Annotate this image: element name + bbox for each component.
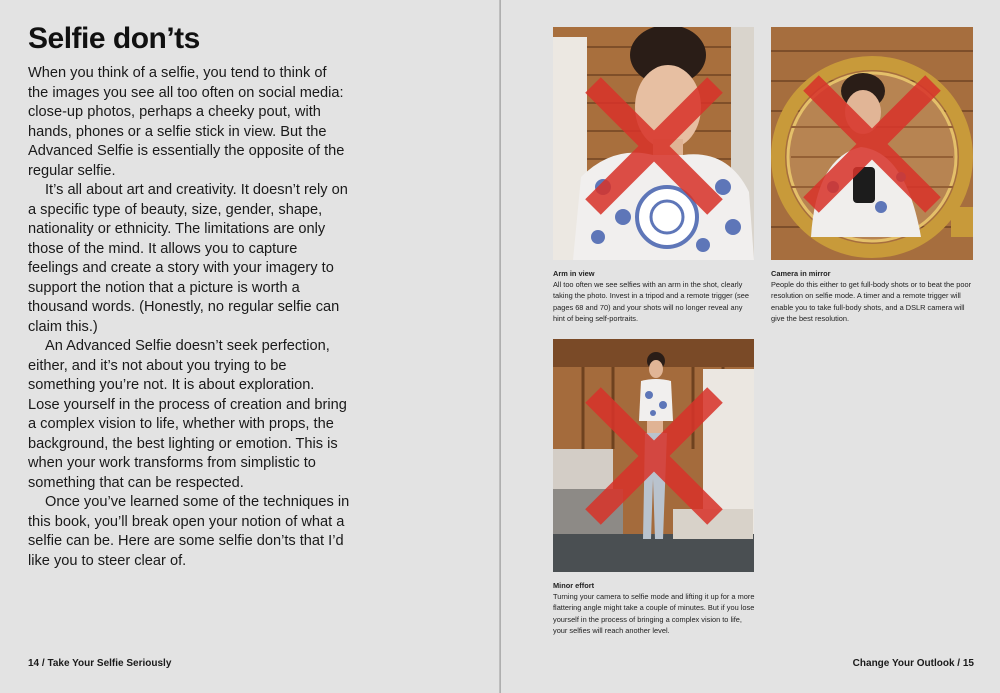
paragraph-4: Once you’ve learned some of the techniques in this book, you’ll break open your notion of what a selfie can be. Here are some selfie don’ts that I’d like you to steer clear of.	[28, 494, 350, 569]
body-text	[28, 64, 350, 571]
paragraph-3: An Advanced Selfie doesn’t seek perfection, either, and it’s not about you trying to be something you’re not. It is about exploration. Lose yourself in the process of creation and bring a complex vision to life, whether with props, the background, the best lighting or emotion. This is when your work transforms from simplistic to something that can be respected.	[28, 338, 347, 491]
paragraph-2: It’s all about art and creativity. It doesn’t rely on a specific type of beauty, size, gender, shape, nationality or ethnicity. The limitations are only those of the mind. It allows you to capture feelings and create a story with your imagery to support the notion that a picture is worth a thousand words. (Honestly, no regular selfie can claim this.)	[28, 182, 348, 335]
caption-text: Turning your camera to selfie mode and lifting it up for a more flattering angle might take a couple of minutes. But if you lose yourself in the process of bringing a complex vision to life, your selfies will reach another level.	[553, 592, 755, 635]
caption-minor-effort	[553, 580, 755, 636]
folio-left: 14 / Take Your Selfie Seriously	[28, 658, 172, 669]
caption-title: Camera in mirror	[771, 269, 831, 278]
photo-minor-effort	[553, 339, 754, 572]
photo-arm-in-view	[553, 27, 754, 260]
page-title: Selfie don’ts	[28, 22, 200, 55]
caption-title: Minor effort	[553, 581, 595, 590]
caption-title: Arm in view	[553, 269, 595, 278]
folio-right: Change Your Outlook / 15	[852, 658, 974, 669]
caption-arm-in-view	[553, 268, 755, 324]
caption-text: All too often we see selfies with an arm in the shot, clearly taking the photo. Invest in a tripod and a remote trigger (see pages 68 and 70) and your shots will no longer reveal any hint of being self-portraits.	[553, 280, 749, 323]
photo-camera-in-mirror	[771, 27, 973, 260]
paragraph-1: When you think of a selfie, you tend to think of the images you see all too often on social media: close-up photos, perhaps a cheeky pout, with hands, phones or a selfie stick in view. But the Advanced Selfie is essentially the opposite of the regular selfie.	[28, 65, 345, 179]
caption-text: People do this either to get full-body shots or to beat the poor resolution on selfie mode. A timer and a remote trigger will enable you to take full-body shots, and a DSLR camera will give the best resolution.	[771, 280, 972, 323]
caption-camera-in-mirror	[771, 268, 974, 324]
